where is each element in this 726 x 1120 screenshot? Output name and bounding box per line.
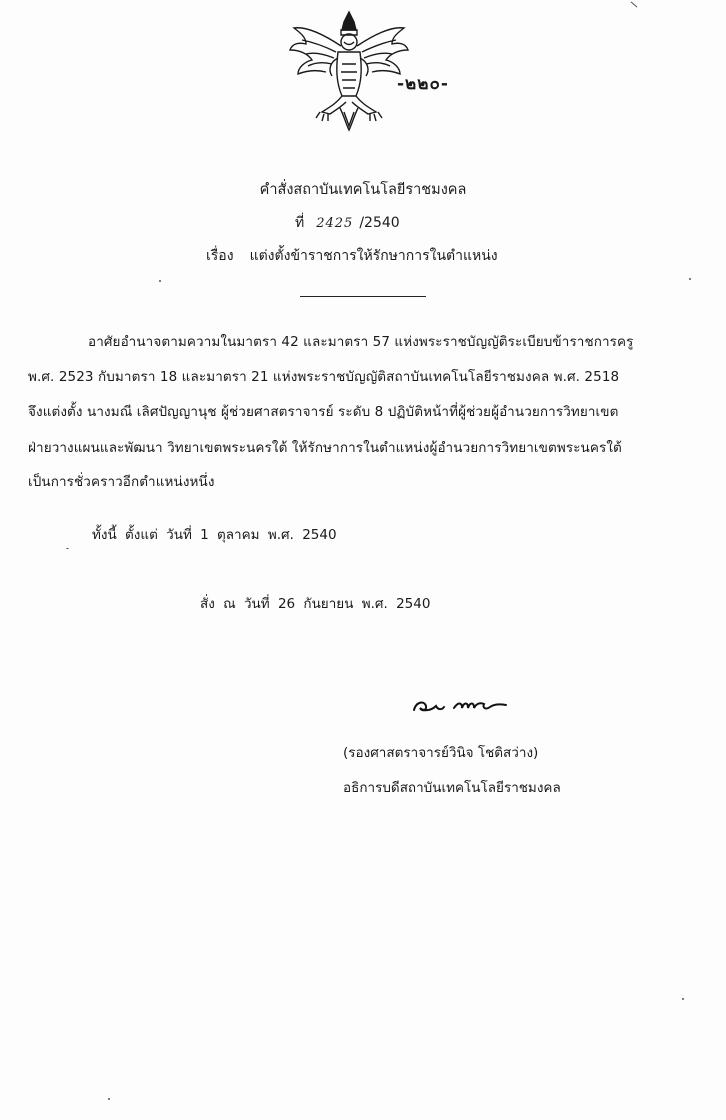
order-number-label: ที่ <box>295 215 305 231</box>
order-subject <box>206 245 498 267</box>
scan-speck <box>631 2 638 8</box>
signer-name: (รองศาสตราจารย์วินิจ โชติสว่าง) <box>343 745 539 761</box>
handwritten-signature <box>410 690 510 720</box>
scan-speck <box>108 1098 110 1100</box>
scan-speck <box>689 278 691 280</box>
subject-label: เรื่อง <box>206 248 234 264</box>
body-line: เป็นการชั่วคราวอีกตำแหน่งหนึ่ง <box>28 474 215 490</box>
body-line: ฝ่ายวางแผนและพัฒนา วิทยาเขตพระนครใต้ ให้รักษาการในตำแหน่งผู้อำนวยการวิทยาเขตพระนครใต้ <box>28 440 622 456</box>
body-line: อาศัยอำนาจตามความในมาตรา 42 และมาตรา 57 แห่งพระราชบัญญัติระเบียบข้าราชการครู <box>88 334 634 350</box>
order-number-handwritten: 2425 <box>316 216 354 231</box>
subject-text: แต่งตั้งข้าราชการให้รักษาการในตำแหน่ง <box>249 248 498 264</box>
garuda-emblem-icon <box>286 8 412 134</box>
order-title: คำสั่งสถาบันเทคโนโลยีราชมงคล <box>259 182 467 198</box>
order-number <box>295 212 400 234</box>
body-line: พ.ศ. 2523 กับมาตรา 18 และมาตรา 21 แห่งพระราชบัญญัติสถาบันเทคโนโลยีราชมงคล พ.ศ. 2518 <box>28 369 620 385</box>
scan-speck <box>682 998 684 1000</box>
scan-speck <box>159 280 161 282</box>
divider-line <box>300 296 426 297</box>
signer-position: อธิการบดีสถาบันเทคโนโลยีราชมงคล <box>343 780 561 796</box>
page-number: -๒๒๐- <box>397 74 449 94</box>
issue-date: สั่ง ณ วันที่ 26 กันยายน พ.ศ. 2540 <box>200 596 431 612</box>
effective-date: ทั้งนี้ ตั้งแต่ วันที่ 1 ตุลาคม พ.ศ. 2540 <box>92 527 337 543</box>
scan-speck <box>66 548 69 549</box>
order-number-year: /2540 <box>359 215 400 231</box>
body-line: จึงแต่งตั้ง นางมณี เลิศปัญญานุช ผู้ช่วยศาสตราจารย์ ระดับ 8 ปฏิบัติหน้าที่ผู้ช่วยผู้อำนวยการวิทยาเขต <box>28 404 619 420</box>
